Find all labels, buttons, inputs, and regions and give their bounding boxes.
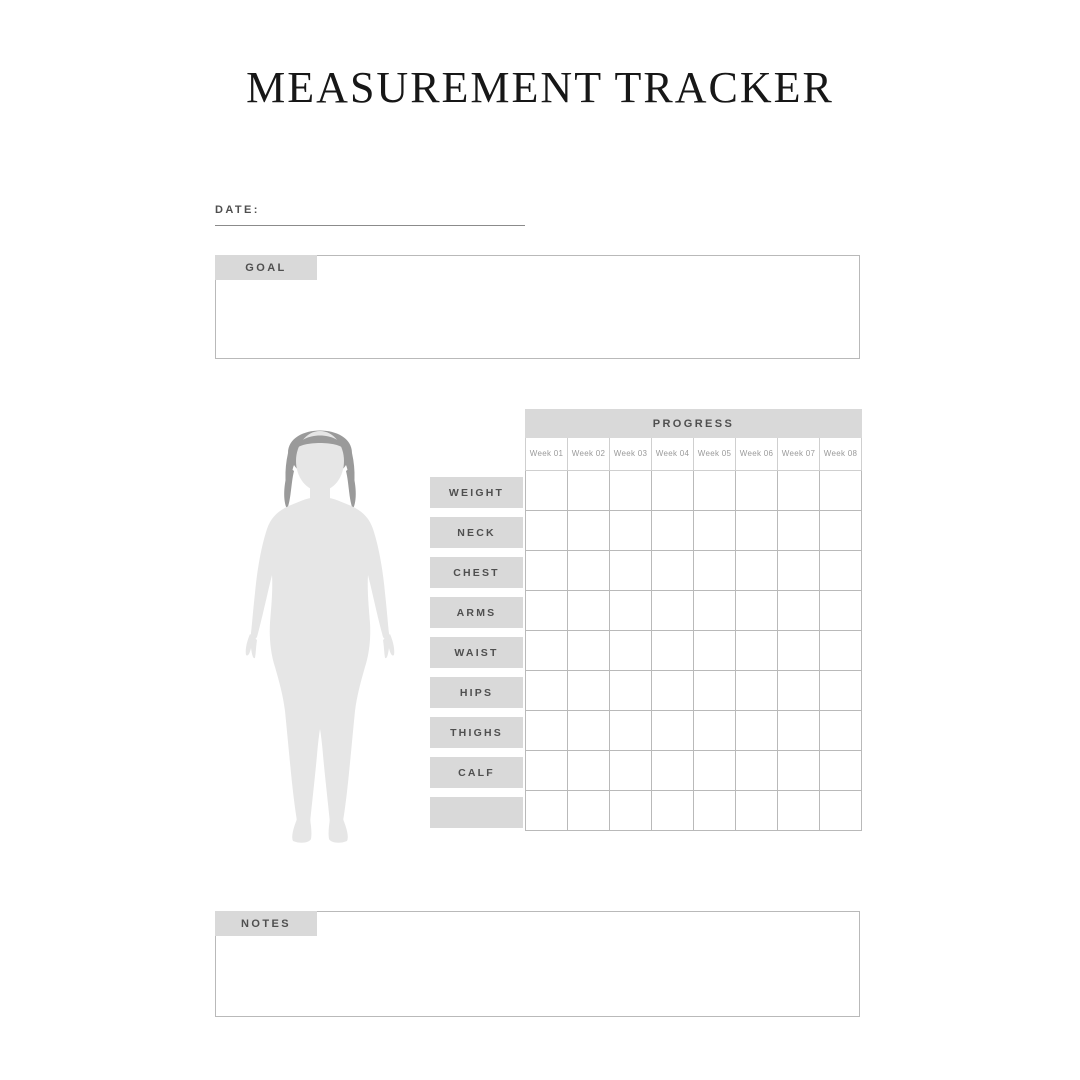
cell-blank-week07[interactable] xyxy=(778,791,820,831)
cell-weight-week06[interactable] xyxy=(736,471,778,511)
week-header-02: Week 02 xyxy=(568,438,610,471)
cell-thighs-week02[interactable] xyxy=(568,711,610,751)
goal-tag: GOAL xyxy=(215,255,317,280)
week-header-05: Week 05 xyxy=(694,438,736,471)
date-label: DATE: xyxy=(215,204,260,216)
cell-waist-week03[interactable] xyxy=(610,631,652,671)
female-body-silhouette xyxy=(205,405,435,850)
cell-chest-week04[interactable] xyxy=(652,551,694,591)
cell-waist-week08[interactable] xyxy=(820,631,862,671)
progress-table xyxy=(525,409,862,831)
date-field[interactable] xyxy=(215,200,525,226)
cell-arms-week05[interactable] xyxy=(694,591,736,631)
week-header-07: Week 07 xyxy=(778,438,820,471)
table-row xyxy=(526,591,862,631)
measurement-labels xyxy=(430,477,523,837)
table-row xyxy=(526,511,862,551)
table-row xyxy=(526,551,862,591)
cell-waist-week05[interactable] xyxy=(694,631,736,671)
cell-weight-week04[interactable] xyxy=(652,471,694,511)
table-row xyxy=(526,471,862,511)
cell-calf-week05[interactable] xyxy=(694,751,736,791)
cell-chest-week07[interactable] xyxy=(778,551,820,591)
week-header-03: Week 03 xyxy=(610,438,652,471)
cell-neck-week03[interactable] xyxy=(610,511,652,551)
cell-hips-week06[interactable] xyxy=(736,671,778,711)
table-row xyxy=(526,671,862,711)
table-row xyxy=(526,631,862,671)
cell-thighs-week01[interactable] xyxy=(526,711,568,751)
cell-thighs-week08[interactable] xyxy=(820,711,862,751)
cell-weight-week02[interactable] xyxy=(568,471,610,511)
table-row xyxy=(526,791,862,831)
cell-calf-week08[interactable] xyxy=(820,751,862,791)
measurement-label-chest: CHEST xyxy=(430,557,523,588)
measurement-label-calf: CALF xyxy=(430,757,523,788)
cell-blank-week06[interactable] xyxy=(736,791,778,831)
cell-hips-week03[interactable] xyxy=(610,671,652,711)
cell-weight-week03[interactable] xyxy=(610,471,652,511)
cell-blank-week04[interactable] xyxy=(652,791,694,831)
cell-neck-week07[interactable] xyxy=(778,511,820,551)
cell-waist-week07[interactable] xyxy=(778,631,820,671)
table-row xyxy=(526,711,862,751)
page-title: MEASUREMENT TRACKER xyxy=(246,63,834,112)
cell-hips-week02[interactable] xyxy=(568,671,610,711)
cell-arms-week03[interactable] xyxy=(610,591,652,631)
cell-arms-week04[interactable] xyxy=(652,591,694,631)
cell-arms-week01[interactable] xyxy=(526,591,568,631)
cell-blank-week08[interactable] xyxy=(820,791,862,831)
cell-thighs-week06[interactable] xyxy=(736,711,778,751)
cell-calf-week01[interactable] xyxy=(526,751,568,791)
cell-calf-week03[interactable] xyxy=(610,751,652,791)
cell-calf-week02[interactable] xyxy=(568,751,610,791)
cell-hips-week05[interactable] xyxy=(694,671,736,711)
cell-neck-week08[interactable] xyxy=(820,511,862,551)
cell-blank-week03[interactable] xyxy=(610,791,652,831)
cell-thighs-week03[interactable] xyxy=(610,711,652,751)
cell-chest-week01[interactable] xyxy=(526,551,568,591)
week-header-06: Week 06 xyxy=(736,438,778,471)
measurement-label-neck: NECK xyxy=(430,517,523,548)
cell-waist-week02[interactable] xyxy=(568,631,610,671)
week-header-04: Week 04 xyxy=(652,438,694,471)
cell-hips-week04[interactable] xyxy=(652,671,694,711)
cell-waist-week06[interactable] xyxy=(736,631,778,671)
cell-arms-week06[interactable] xyxy=(736,591,778,631)
cell-arms-week08[interactable] xyxy=(820,591,862,631)
measurement-label-hips: HIPS xyxy=(430,677,523,708)
measurement-label-arms: ARMS xyxy=(430,597,523,628)
cell-neck-week06[interactable] xyxy=(736,511,778,551)
cell-neck-week05[interactable] xyxy=(694,511,736,551)
cell-arms-week02[interactable] xyxy=(568,591,610,631)
cell-blank-week05[interactable] xyxy=(694,791,736,831)
cell-hips-week01[interactable] xyxy=(526,671,568,711)
cell-thighs-week04[interactable] xyxy=(652,711,694,751)
cell-calf-week07[interactable] xyxy=(778,751,820,791)
cell-chest-week08[interactable] xyxy=(820,551,862,591)
measurement-label-blank[interactable] xyxy=(430,797,523,828)
cell-blank-week01[interactable] xyxy=(526,791,568,831)
table-row xyxy=(526,751,862,791)
cell-chest-week02[interactable] xyxy=(568,551,610,591)
cell-weight-week01[interactable] xyxy=(526,471,568,511)
cell-weight-week08[interactable] xyxy=(820,471,862,511)
week-header-08: Week 08 xyxy=(820,438,862,471)
measurement-label-waist: WAIST xyxy=(430,637,523,668)
cell-neck-week02[interactable] xyxy=(568,511,610,551)
cell-blank-week02[interactable] xyxy=(568,791,610,831)
cell-calf-week04[interactable] xyxy=(652,751,694,791)
cell-waist-week01[interactable] xyxy=(526,631,568,671)
notes-tag: NOTES xyxy=(215,911,317,936)
cell-thighs-week05[interactable] xyxy=(694,711,736,751)
cell-neck-week04[interactable] xyxy=(652,511,694,551)
cell-chest-week06[interactable] xyxy=(736,551,778,591)
cell-waist-week04[interactable] xyxy=(652,631,694,671)
week-header-01: Week 01 xyxy=(526,438,568,471)
cell-chest-week05[interactable] xyxy=(694,551,736,591)
measurement-label-thighs: THIGHS xyxy=(430,717,523,748)
cell-neck-week01[interactable] xyxy=(526,511,568,551)
cell-hips-week08[interactable] xyxy=(820,671,862,711)
cell-weight-week07[interactable] xyxy=(778,471,820,511)
cell-chest-week03[interactable] xyxy=(610,551,652,591)
cell-weight-week05[interactable] xyxy=(694,471,736,511)
measurement-label-weight: WEIGHT xyxy=(430,477,523,508)
cell-calf-week06[interactable] xyxy=(736,751,778,791)
cell-arms-week07[interactable] xyxy=(778,591,820,631)
cell-hips-week07[interactable] xyxy=(778,671,820,711)
cell-thighs-week07[interactable] xyxy=(778,711,820,751)
progress-title: PROGRESS xyxy=(526,410,862,438)
